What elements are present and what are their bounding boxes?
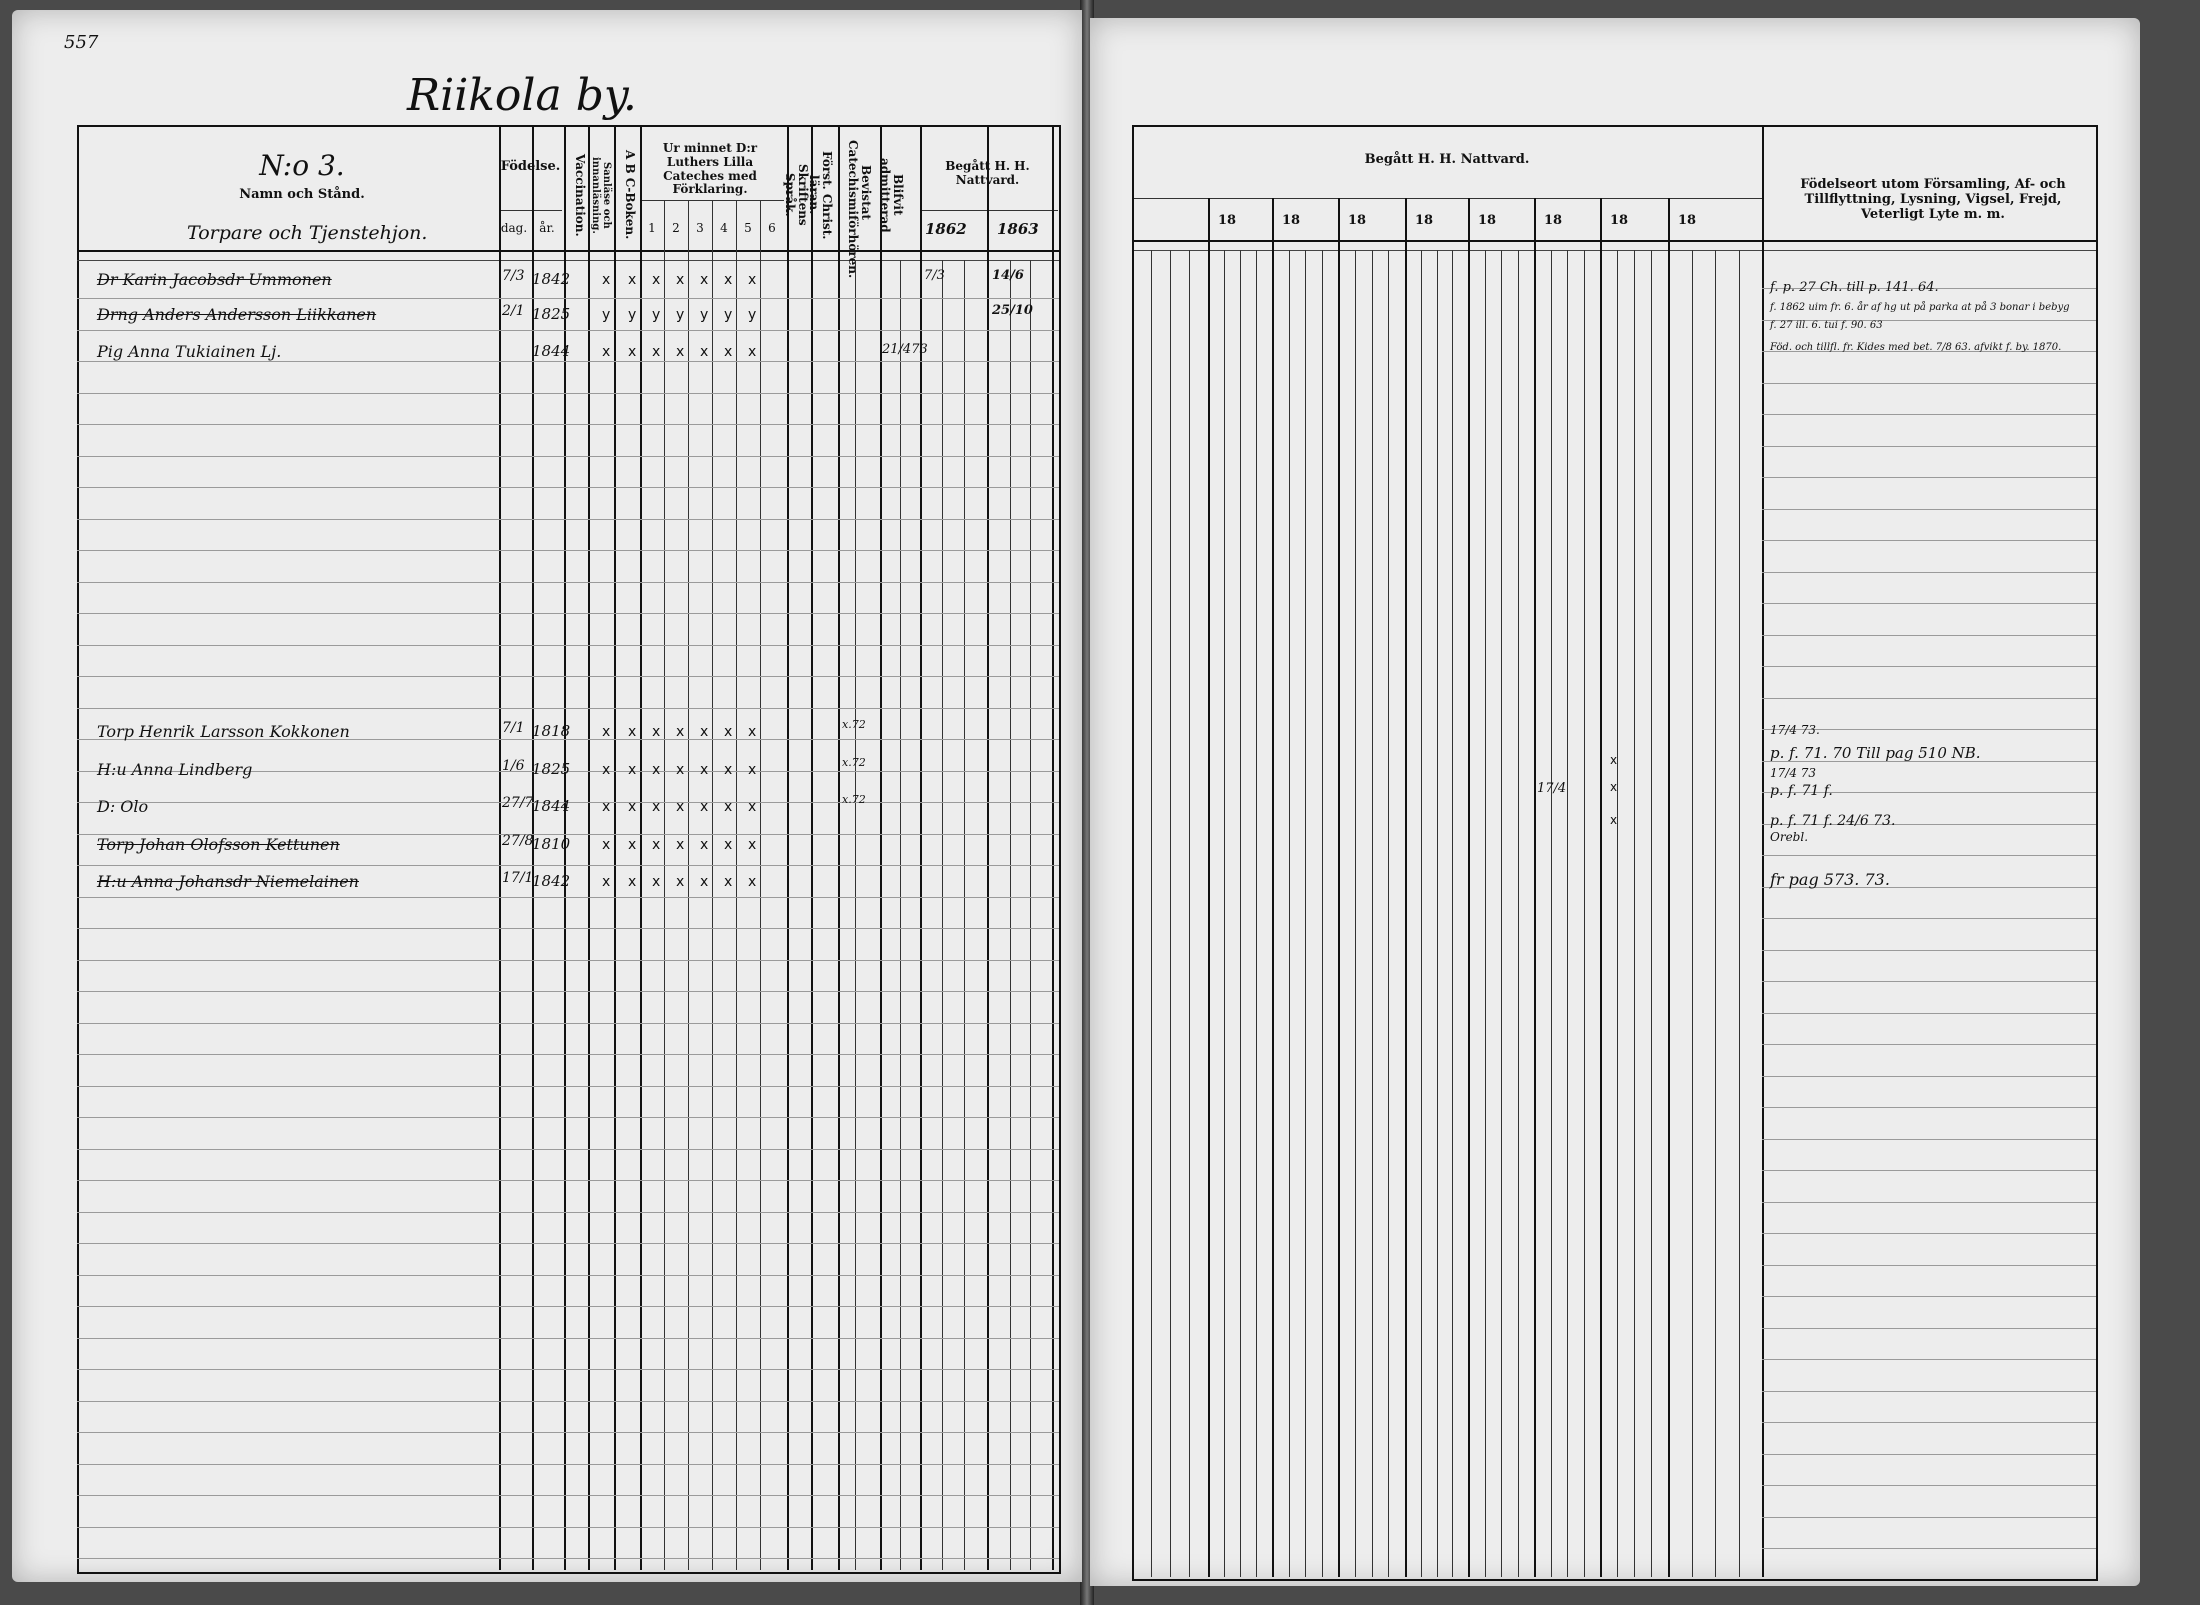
entry-name: Pig Anna Tukiainen Lj. bbox=[97, 342, 282, 361]
ruled-line bbox=[77, 1149, 1059, 1150]
entry-birth-year: 1810 bbox=[532, 835, 571, 853]
catechism-divider bbox=[760, 200, 761, 1570]
catechism-mark: x bbox=[652, 724, 661, 740]
entry-birth-year: 1842 bbox=[532, 270, 571, 288]
top-remark: f. 1862 uim fr. 6. år af hg ut på parka at på 3 bonar i bebyg bbox=[1770, 302, 2070, 313]
catechism-mark: x bbox=[652, 874, 661, 890]
remarks-ruled-line bbox=[1762, 1170, 2096, 1171]
top-remark: f. p. 27 Ch. till p. 141. 64. bbox=[1770, 280, 1939, 295]
catechism-column-5: 5 bbox=[744, 221, 752, 235]
right-column-divider bbox=[1468, 198, 1470, 1577]
right-subcolumn-divider bbox=[1567, 250, 1568, 1577]
ruled-line bbox=[77, 1023, 1059, 1024]
catechism-mark: x bbox=[676, 344, 685, 360]
right-subcolumn-divider bbox=[1170, 250, 1171, 1577]
lower-remark: 17/4 73. bbox=[1770, 723, 1820, 737]
right-column-divider bbox=[1405, 198, 1407, 1577]
page-number: 557 bbox=[64, 32, 99, 53]
remarks-ruled-line bbox=[1762, 540, 2096, 541]
catechism-divider bbox=[664, 200, 665, 1570]
catechism-mark: x bbox=[700, 874, 709, 890]
communion-1863: 14/6 bbox=[992, 268, 1024, 283]
entry-birth-day: 2/1 bbox=[502, 303, 525, 319]
remarks-ruled-line bbox=[1762, 477, 2096, 478]
right-subcolumn-divider bbox=[1551, 250, 1552, 1577]
entry-name: Dr Karin Jacobsdr Ummonen bbox=[97, 270, 332, 289]
right-page bbox=[1090, 18, 2140, 1586]
remarks-ruled-line bbox=[1762, 950, 2096, 951]
right-column-divider bbox=[1534, 198, 1536, 1577]
right-subcolumn-divider bbox=[1452, 250, 1453, 1577]
catechism-mark: x bbox=[700, 724, 709, 740]
ruled-line bbox=[77, 1212, 1059, 1213]
catechism-mark: x bbox=[602, 799, 611, 815]
left-column-divider bbox=[1052, 125, 1054, 1570]
entry-name: H:u Anna Johansdr Niemelainen bbox=[97, 872, 359, 891]
catechism-mark: x bbox=[652, 272, 661, 288]
right-subcolumn-divider bbox=[1289, 250, 1290, 1577]
ruled-line bbox=[77, 1275, 1059, 1276]
year-label: år. bbox=[539, 221, 555, 235]
entry-name: Torp Johan Olofsson Kettunen bbox=[97, 835, 340, 854]
entry-birth-day: 1/6 bbox=[502, 758, 525, 774]
catechism-mark: x bbox=[628, 837, 637, 853]
ruled-line bbox=[77, 361, 1059, 362]
catechism-mark: x bbox=[628, 874, 637, 890]
right-subcolumn-divider bbox=[1151, 250, 1152, 1577]
ruled-line bbox=[77, 1527, 1059, 1528]
hearing-mark: x.72 bbox=[842, 756, 866, 769]
right-subcolumn-divider bbox=[1584, 250, 1585, 1577]
catechism-mark: x bbox=[748, 874, 757, 890]
catechism-mark: x bbox=[748, 837, 757, 853]
remarks-ruled-line bbox=[1762, 1139, 2096, 1140]
village-title: Riikola by. bbox=[407, 70, 637, 121]
day-label: dag. bbox=[500, 221, 528, 235]
ruled-line bbox=[77, 487, 1059, 488]
remarks-ruled-line bbox=[1762, 572, 2096, 573]
catechism-column-2: 2 bbox=[672, 221, 680, 235]
hearing-mark: x.72 bbox=[842, 718, 866, 731]
right-year-3: 18 bbox=[1348, 213, 1367, 228]
ruled-line bbox=[77, 1401, 1059, 1402]
ruled-line bbox=[77, 1086, 1059, 1087]
ruled-line bbox=[77, 708, 1059, 709]
remarks-ruled-line bbox=[1762, 1076, 2096, 1077]
side-mark: x bbox=[1610, 813, 1618, 827]
catechism-mark: x bbox=[700, 799, 709, 815]
right-subcolumn-divider bbox=[1388, 250, 1389, 1577]
entry-birth-year: 1844 bbox=[532, 797, 571, 815]
right-subcolumn-divider bbox=[1256, 250, 1257, 1577]
remarks-ruled-line bbox=[1762, 1107, 2096, 1108]
catechism-mark: y bbox=[700, 307, 709, 323]
catechism-mark: x bbox=[676, 799, 685, 815]
catechism-mark: x bbox=[602, 874, 611, 890]
communion-1863: 25/10 bbox=[992, 303, 1033, 318]
right-subcolumn-divider bbox=[1421, 250, 1422, 1577]
catechism-mark: x bbox=[700, 762, 709, 778]
ruled-line bbox=[77, 928, 1059, 929]
right-year-5: 18 bbox=[1478, 213, 1497, 228]
right-subcolumn-divider bbox=[1322, 250, 1323, 1577]
ruled-line bbox=[77, 298, 1059, 299]
catechism-mark: x bbox=[676, 762, 685, 778]
catechism-mark: y bbox=[602, 307, 611, 323]
lower-remark: fr pag 573. 73. bbox=[1770, 870, 1890, 889]
top-remark: f. 27 ill. 6. tui f. 90. 63 bbox=[1770, 320, 1883, 331]
catechism-mark: x bbox=[602, 272, 611, 288]
right-year-8: 18 bbox=[1678, 213, 1697, 228]
entry-birth-year: 1842 bbox=[532, 872, 571, 890]
top-remark: Föd. och tillfl. fr. Kides med bet. 7/8 63. afvikt f. by. 1870. bbox=[1770, 342, 2062, 353]
ruled-line bbox=[77, 550, 1059, 551]
entry-name: Drng Anders Andersson Liikkanen bbox=[97, 305, 377, 324]
catechism-mark: x bbox=[652, 837, 661, 853]
admitted-label: Blifvit admitterad bbox=[877, 157, 905, 233]
christian-doctrine-label: Först. Christ. läran. bbox=[806, 150, 834, 240]
right-year-1: 18 bbox=[1218, 213, 1237, 228]
remarks-ruled-line bbox=[1762, 1454, 2096, 1455]
catechism-mark: x bbox=[724, 837, 733, 853]
entry-birth-year: 1825 bbox=[532, 305, 571, 323]
right-subcolumn-divider bbox=[1355, 250, 1356, 1577]
left-column-divider bbox=[614, 125, 616, 1570]
ruled-line bbox=[77, 1369, 1059, 1370]
remarks-ruled-line bbox=[1762, 1296, 2096, 1297]
right-subcolumn-divider bbox=[1518, 250, 1519, 1577]
catechism-mark: x bbox=[748, 724, 757, 740]
entry-birth-year: 1825 bbox=[532, 760, 571, 778]
right-subcolumn-divider bbox=[1501, 250, 1502, 1577]
register-number: N:o 3. bbox=[259, 149, 345, 182]
entry-birth-day: 27/7 bbox=[502, 795, 534, 811]
lower-remark: p. f. 71 f. 24/6 73. bbox=[1770, 813, 1896, 829]
remarks-ruled-line bbox=[1762, 855, 2096, 856]
right-subcolumn-divider bbox=[1437, 250, 1438, 1577]
left-column-divider bbox=[640, 125, 642, 1570]
catechism-mark: x bbox=[724, 272, 733, 288]
left-column-divider bbox=[811, 125, 813, 1570]
remarks-ruled-line bbox=[1762, 666, 2096, 667]
ruled-line bbox=[77, 424, 1059, 425]
catechism-mark: x bbox=[628, 344, 637, 360]
catechism-mark: x bbox=[628, 762, 637, 778]
ruled-line bbox=[77, 1338, 1059, 1339]
catechism-mark: x bbox=[628, 724, 637, 740]
catechism-mark: x bbox=[748, 272, 757, 288]
right-subcolumn-divider bbox=[1634, 250, 1635, 1577]
remarks-ruled-line bbox=[1762, 1485, 2096, 1486]
lower-remark: Orebl. bbox=[1770, 830, 1809, 844]
lower-remark: 17/4 73 bbox=[1770, 766, 1817, 780]
remarks-ruled-line bbox=[1762, 414, 2096, 415]
right-communion-label: Begått H. H. Nattvard. bbox=[1364, 152, 1530, 167]
remarks-ruled-line bbox=[1762, 1548, 2096, 1549]
left-page bbox=[12, 10, 1082, 1582]
ruled-line bbox=[77, 1558, 1059, 1559]
remarks-label: Födelseort utom Församling, Af- och Tillflyttning, Lysning, Vigsel, Frejd, Veterligt Lyte m. m. bbox=[1800, 177, 2066, 222]
left-subcolumn-divider bbox=[964, 260, 965, 1570]
communion-label: Begått H. H. Nattvard. bbox=[945, 159, 1030, 187]
scripture-label: Skriftens Språk. bbox=[782, 164, 810, 226]
catechism-mark: x bbox=[676, 837, 685, 853]
admitted-date: 21/473 bbox=[882, 342, 928, 357]
catechism-mark: x bbox=[748, 344, 757, 360]
entry-birth-year: 1844 bbox=[532, 342, 571, 360]
right-subcolumn-divider bbox=[1715, 250, 1716, 1577]
left-column-divider bbox=[787, 125, 789, 1570]
catechism-mark: x bbox=[602, 724, 611, 740]
left-subcolumn-divider bbox=[900, 260, 901, 1570]
hearing-mark: x.72 bbox=[842, 793, 866, 806]
right-column-divider bbox=[1668, 198, 1670, 1577]
communion-1862: 7/3 bbox=[924, 268, 945, 283]
ruled-line bbox=[77, 1306, 1059, 1307]
left-column-divider bbox=[499, 125, 501, 1570]
remarks-ruled-line bbox=[1762, 698, 2096, 699]
right-column-divider bbox=[1208, 198, 1210, 1577]
lower-communion-date: 17/4 bbox=[1537, 781, 1567, 796]
catechism-column-4: 4 bbox=[720, 221, 728, 235]
catechism-mark: x bbox=[676, 272, 685, 288]
ruled-line bbox=[77, 1243, 1059, 1244]
ruled-line bbox=[77, 1495, 1059, 1496]
entry-birth-day: 7/3 bbox=[502, 268, 525, 284]
catechism-mark: y bbox=[628, 307, 637, 323]
ruled-line bbox=[77, 897, 1059, 898]
catechism-mark: x bbox=[602, 344, 611, 360]
catechism-mark: x bbox=[652, 762, 661, 778]
catechism-divider bbox=[736, 200, 737, 1570]
catechism-mark: x bbox=[724, 799, 733, 815]
remarks-ruled-line bbox=[1762, 1517, 2096, 1518]
catechism-mark: y bbox=[724, 307, 733, 323]
ruled-line bbox=[77, 676, 1059, 677]
catechism-divider bbox=[688, 200, 689, 1570]
right-subcolumn-divider bbox=[1305, 250, 1306, 1577]
side-mark: x bbox=[1610, 753, 1618, 767]
right-subcolumn-divider bbox=[1485, 250, 1486, 1577]
birth-label: Födelse. bbox=[500, 159, 561, 174]
remarks-ruled-line bbox=[1762, 1265, 2096, 1266]
right-subcolumn-divider bbox=[1739, 250, 1740, 1577]
catechism-mark: x bbox=[602, 762, 611, 778]
ruled-line bbox=[77, 582, 1059, 583]
ruled-line bbox=[77, 519, 1059, 520]
remarks-ruled-line bbox=[1762, 1202, 2096, 1203]
ruled-line bbox=[77, 1464, 1059, 1465]
entry-birth-day: 27/8 bbox=[502, 833, 534, 849]
lower-remark: p. f. 71 f. bbox=[1770, 783, 1833, 799]
remarks-ruled-line bbox=[1762, 1044, 2096, 1045]
right-column-divider bbox=[1600, 198, 1602, 1577]
remarks-ruled-line bbox=[1762, 1328, 2096, 1329]
right-year-7: 18 bbox=[1610, 213, 1629, 228]
catechism-mark: x bbox=[748, 799, 757, 815]
ruled-line bbox=[77, 991, 1059, 992]
catechism-mark: x bbox=[676, 724, 685, 740]
left-header-bottom-2 bbox=[77, 260, 1059, 261]
catechism-mark: x bbox=[628, 272, 637, 288]
catechism-mark: x bbox=[700, 272, 709, 288]
ruled-line bbox=[77, 865, 1059, 866]
remarks-ruled-line bbox=[1762, 918, 2096, 919]
remarks-ruled-line bbox=[1762, 635, 2096, 636]
left-column-divider bbox=[838, 125, 840, 1570]
right-subcolumn-divider bbox=[1651, 250, 1652, 1577]
ruled-line bbox=[77, 456, 1059, 457]
ruled-line bbox=[77, 645, 1059, 646]
ruled-line bbox=[77, 1054, 1059, 1055]
catechism-label: Ur minnet D:r Luthers Lilla Cateches med Förklaring. bbox=[662, 141, 758, 197]
remarks-ruled-line bbox=[1762, 981, 2096, 982]
ruled-line bbox=[77, 1117, 1059, 1118]
catechism-mark: x bbox=[602, 837, 611, 853]
left-subcolumn-divider bbox=[942, 260, 943, 1570]
communion-year-1: 1862 bbox=[925, 220, 967, 238]
left-subcolumn-divider bbox=[1010, 260, 1011, 1570]
entry-birth-day: 17/1 bbox=[502, 870, 534, 886]
catechism-divider bbox=[712, 200, 713, 1570]
entry-birth-day: 7/1 bbox=[502, 720, 525, 736]
remarks-ruled-line bbox=[1762, 603, 2096, 604]
catechism-mark: y bbox=[652, 307, 661, 323]
right-subcolumn-divider bbox=[1692, 250, 1693, 1577]
right-subcolumn-divider bbox=[1617, 250, 1618, 1577]
ruled-line bbox=[77, 330, 1059, 331]
remarks-ruled-line bbox=[1762, 1391, 2096, 1392]
catechism-mark: x bbox=[700, 344, 709, 360]
ruled-line bbox=[77, 960, 1059, 961]
catechism-mark: x bbox=[724, 724, 733, 740]
entry-name: D: Olo bbox=[97, 797, 149, 816]
remarks-ruled-line bbox=[1762, 1013, 2096, 1014]
catechism-mark: x bbox=[724, 344, 733, 360]
ruled-line bbox=[77, 1432, 1059, 1433]
catechism-mark: x bbox=[676, 874, 685, 890]
left-header-bottom bbox=[77, 250, 1059, 252]
catechism-mark: x bbox=[652, 344, 661, 360]
ruled-line bbox=[77, 393, 1059, 394]
vaccination-label: Vaccination. bbox=[573, 153, 587, 237]
catechism-mark: x bbox=[724, 874, 733, 890]
remarks-ruled-line bbox=[1762, 446, 2096, 447]
right-subcolumn-divider bbox=[1240, 250, 1241, 1577]
entry-birth-year: 1818 bbox=[532, 722, 571, 740]
hearings-label: Bevistat Catechismiförhören. bbox=[845, 140, 873, 279]
ruled-line bbox=[77, 613, 1059, 614]
catechism-column-3: 3 bbox=[696, 221, 704, 235]
right-year-4: 18 bbox=[1415, 213, 1434, 228]
left-subcolumn-divider bbox=[1030, 260, 1031, 1570]
right-subcolumn-divider bbox=[1372, 250, 1373, 1577]
catechism-mark: y bbox=[676, 307, 685, 323]
ruled-line bbox=[77, 1180, 1059, 1181]
left-column-divider bbox=[987, 125, 989, 1570]
reading-label: Sanläse och innanläsning. bbox=[590, 156, 612, 234]
remarks-ruled-line bbox=[1762, 509, 2096, 510]
right-year-6: 18 bbox=[1544, 213, 1563, 228]
catechism-mark: x bbox=[652, 799, 661, 815]
lower-remark: p. f. 71. 70 Till pag 510 NB. bbox=[1770, 744, 1981, 762]
catechism-mark: x bbox=[724, 762, 733, 778]
section-label: Torpare och Tjenstehjon. bbox=[187, 222, 428, 244]
communion-year-2: 1863 bbox=[997, 220, 1039, 238]
entry-name: H:u Anna Lindberg bbox=[97, 760, 253, 779]
remarks-ruled-line bbox=[1762, 1422, 2096, 1423]
right-column-divider bbox=[1132, 198, 1134, 1577]
catechism-mark: x bbox=[628, 799, 637, 815]
catechism-mark: x bbox=[700, 837, 709, 853]
right-subcolumn-divider bbox=[1224, 250, 1225, 1577]
right-column-divider bbox=[1338, 198, 1340, 1577]
right-year-2: 18 bbox=[1282, 213, 1301, 228]
catechism-column-6: 6 bbox=[768, 221, 776, 235]
right-subcolumn-divider bbox=[1189, 250, 1190, 1577]
name-label: Namn och Stånd. bbox=[239, 187, 365, 202]
abc-book-label: A B C-Boken. bbox=[623, 150, 637, 240]
left-subcolumn-divider bbox=[855, 260, 856, 1570]
catechism-mark: y bbox=[748, 307, 757, 323]
right-column-divider bbox=[1272, 198, 1274, 1577]
entry-name: Torp Henrik Larsson Kokkonen bbox=[97, 722, 350, 741]
catechism-column-1: 1 bbox=[648, 221, 656, 235]
remarks-ruled-line bbox=[1762, 383, 2096, 384]
left-column-divider bbox=[588, 125, 590, 1570]
remarks-ruled-line bbox=[1762, 1233, 2096, 1234]
side-mark: x bbox=[1610, 780, 1618, 794]
remarks-ruled-line bbox=[1762, 1359, 2096, 1360]
catechism-mark: x bbox=[748, 762, 757, 778]
